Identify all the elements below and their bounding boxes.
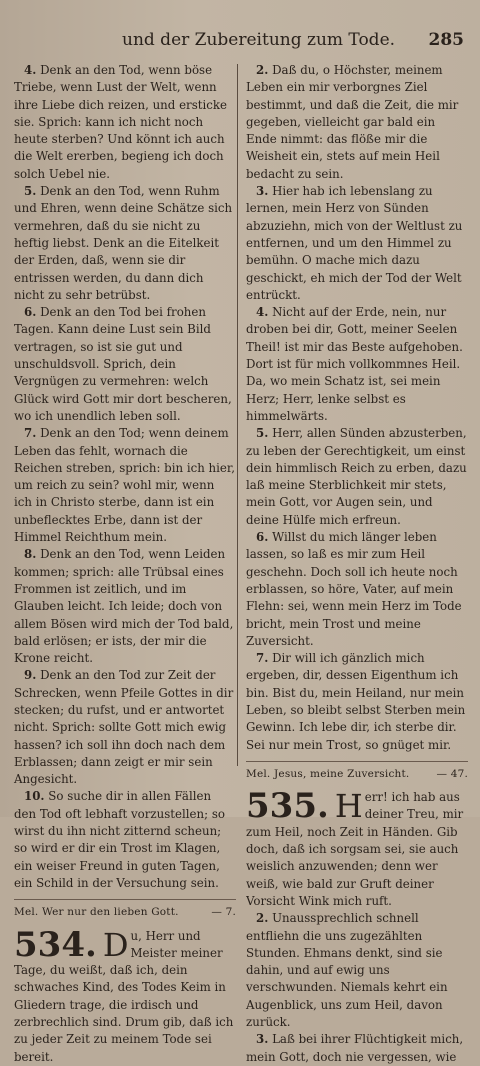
running-title: und der Zubereitung zum Tode. [122, 30, 396, 50]
hymn-number: 534. [14, 927, 97, 965]
drop-cap: D [102, 927, 129, 964]
melody-reference: — 47. [436, 767, 468, 780]
hymn-534 [14, 928, 236, 1066]
verse-paragraph [246, 1031, 468, 1066]
verse-text: Laß bei ihrer Flüchtigkeit mich, mein Gott, doch nie vergessen, wie [246, 1032, 464, 1064]
verse-number: 7. [256, 651, 269, 666]
melody-name: Mel. Wer nur den lieben Gott. [14, 906, 179, 919]
right-column [246, 62, 468, 1066]
column-divider [237, 64, 238, 766]
verse-number: 5. [24, 184, 37, 199]
verse-paragraph [246, 183, 468, 304]
verse-paragraph [246, 529, 468, 650]
verse-text: Nicht auf der Erde, nein, nur droben bei dir, Gott, meiner Seelen Theil! ist mir das Beste aufgehoben. Dort ist für mich vollkommnes Heil. Da, wo mein Schatz ist, sei mein Herz; Herr, lenke selbst es himmelwärts. [246, 305, 463, 423]
verse-text: Dir will ich gänzlich mich ergeben, dir, dessen Eigenthum ich bin. Bist du, mein Heiland, nur mein Leben, so bleibt selbst Sterben mein Gewinn. Ich lebe dir, ich sterbe dir. Sei nur mein Trost, so gnüget mir. [246, 651, 466, 752]
verse-text: Herr, allen Sünden abzusterben, zu leben der Gerechtigkeit, um einst dein himmlisch Reich zu erben, dazu laß meine Sterblichkeit mir stets, mein Gott, vor Augen sein, und deine Hülfe mich erfreun. [246, 426, 467, 527]
verse-paragraph [14, 183, 236, 304]
verse-number: 6. [24, 305, 37, 320]
verse-text: Denk an den Tod, wenn böse Triebe, wenn Lust der Welt, wenn ihre Liebe dich reizen, und ersticke sie. Sprich: kann ich nicht noch heute sterben? Und könnt ich auch die Welt ererben, begieng ich doch solch Uebel nie. [14, 63, 228, 181]
melody-reference: — 7. [211, 906, 236, 919]
hymn-number: 535. [246, 789, 329, 827]
verse-number: 10. [24, 789, 45, 804]
left-column [14, 62, 236, 1066]
hymn-535 [246, 789, 468, 910]
verse-paragraph [14, 788, 236, 892]
verse-number: 3. [256, 184, 269, 199]
verse-text: Unaussprechlich schnell entfliehn die uns zugezählten Stunden. Ehmans denkt, sind sie dahin, und auf ewig uns verschwunden. Niemals kehrt ein Augenblick, uns zum Heil, davon zurück. [246, 911, 448, 1030]
verse-number: 7. [24, 426, 37, 441]
verse-number: 9. [24, 668, 37, 683]
verse-text: Denk an den Tod bei frohen Tagen. Kann deine Lust sein Bild vertragen, so ist sie gut und unschuldsvoll. Sprich, dein Vergnügen zu vermehren: welch Glück wird Gott mir dort bescheren, wo ich unendlich leben soll. [14, 305, 232, 423]
verse-paragraph [246, 62, 468, 183]
verse-text: Denk an den Tod; wenn deinem Leben das fehlt, wornach die Reichen streben, sprich: bin ich hier, um reich zu sein? wohl mir, wenn ich in Christo sterbe, dann ist ein unbeflecktes Erbe, dann ist der Himmel Reichthum mein. [14, 426, 236, 545]
hymn-text: u, Herr und Meister meiner Tage, du weißt, daß ich, dein schwaches Kind, des Todes Keim in Gliedern trage, die irdisch und zerbrechlich sind. Drum gib, daß ich zu jeder Zeit zu meinem Tode sei bereit. [14, 928, 234, 1064]
verse-paragraph [14, 425, 236, 546]
verse-number: 4. [24, 63, 37, 77]
verse-text: So suche dir in allen Fällen den Tod oft lebhaft vorzustellen; so wirst du ihn nicht zitternd scheun; so wird er dir ein Trost im Klagen, ein weiser Freund in guten Tagen, ein Schild in der Versuchung sein. [14, 789, 225, 890]
melody-heading [14, 899, 236, 921]
verse-text: Willst du mich länger leben lassen, so laß es mir zum Heil geschehn. Doch soll ich heute noch erblassen, so höre, Vater, auf mein Flehn: sei, wenn mein Herz im Tode bricht, mein Trost und meine Zuversicht. [246, 530, 462, 648]
verse-paragraph [14, 546, 236, 667]
verse-number: 3. [256, 1032, 269, 1047]
verse-text: Denk an den Tod, wenn Leiden kommen; sprich: alle Trübsal eines Frommen ist zeitlich, und im Glauben leicht. Ich leide; doch von allem Bösen wird mich der Tod bald, bald erlösen; er ists, der mir die Krone reicht. [14, 547, 234, 666]
verse-paragraph [246, 910, 468, 1031]
page-number: 285 [428, 30, 464, 50]
page-header [14, 30, 464, 56]
verse-text: Denk an den Tod, wenn Ruhm und Ehren, wenn deine Schätze sich vermehren, daß du sie nicht zu heftig liebst. Denk an die Eitelkeit der Erden, daß, wenn sie dir entrissen werden, du dann dich nicht zu sehr betrübst. [14, 184, 233, 302]
verse-text: Denk an den Tod zur Zeit der Schrecken, wenn Pfeile Gottes in dir stecken; du rufst, und er antwortet nicht. Sprich: sollte Gott mich ewig hassen? ich soll ihn doch nach dem Erblassen; dann zeigt er mir sein Angesicht. [14, 668, 234, 787]
melody-name: Mel. Jesus, meine Zuversicht. [246, 767, 410, 780]
verse-paragraph [246, 304, 468, 425]
hymn-text: err! ich hab aus deiner Treu, mir zum Heil, noch Zeit in Händen. Gib doch, daß ich sorgsam sei, sie auch weislich anzuwenden; denn wer weiß, wie bald zur Gruft deiner Vorsicht Wink mich ruft. [246, 790, 464, 908]
verse-paragraph [14, 62, 236, 183]
verse-number: 6. [256, 530, 269, 545]
verse-text: Hier hab ich lebenslang zu lernen, mein Herz von Sünden abzuziehn, mich von der Weltlust zu entfernen, und um den Himmel zu bemühn. O mache mich dazu geschickt, eh mich der Tod der Welt entrückt. [246, 184, 463, 302]
verse-text: Daß du, o Höchster, meinem Leben ein mir verborgnes Ziel bestimmt, und daß die Zeit, die mir gegeben, vielleicht gar bald ein Ende nimmt: das flöße mir die Weisheit ein, stets auf mein Heil bedacht zu sein. [246, 63, 459, 181]
verse-number: 2. [256, 911, 269, 926]
verse-number: 8. [24, 547, 37, 562]
melody-heading [246, 761, 468, 783]
verse-number: 5. [256, 426, 269, 441]
verse-paragraph [14, 667, 236, 788]
drop-cap: H [334, 789, 363, 826]
verse-number: 4. [256, 305, 269, 320]
verse-paragraph [14, 304, 236, 425]
verse-number: 2. [256, 63, 269, 77]
verse-paragraph [246, 425, 468, 529]
verse-paragraph [246, 650, 468, 754]
